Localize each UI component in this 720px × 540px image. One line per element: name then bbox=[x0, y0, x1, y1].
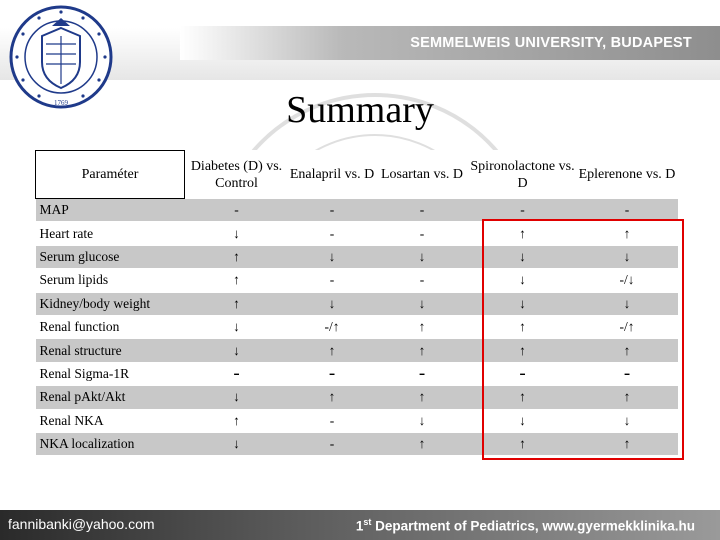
table-cell: ↑ bbox=[376, 432, 469, 455]
table-cell: ↑ bbox=[185, 409, 289, 432]
table-cell: ↓ bbox=[469, 409, 577, 432]
table-cell: - bbox=[289, 362, 376, 385]
column-header: Enalapril vs. D bbox=[289, 151, 376, 199]
table-cell: - bbox=[185, 199, 289, 222]
table-cell: ↑ bbox=[469, 432, 577, 455]
table-row bbox=[36, 199, 678, 222]
table-row bbox=[36, 339, 678, 362]
table-cell: ↓ bbox=[469, 269, 577, 292]
table-cell: ↑ bbox=[469, 339, 577, 362]
table-row bbox=[36, 386, 678, 409]
table-cell: - bbox=[185, 362, 289, 385]
table-cell: - bbox=[469, 362, 577, 385]
table-cell: ↑ bbox=[577, 432, 678, 455]
table-cell: - bbox=[289, 432, 376, 455]
column-header: Eplerenone vs. D bbox=[577, 151, 678, 199]
column-header: Losartan vs. D bbox=[376, 151, 469, 199]
table-cell: ↑ bbox=[469, 222, 577, 245]
table-cell: ↓ bbox=[185, 222, 289, 245]
table-cell: ↑ bbox=[376, 315, 469, 338]
table-cell: - bbox=[289, 199, 376, 222]
table-cell: ↓ bbox=[376, 292, 469, 315]
table-cell: ↓ bbox=[376, 409, 469, 432]
table-row bbox=[36, 222, 678, 245]
table-row bbox=[36, 432, 678, 455]
table-row bbox=[36, 269, 678, 292]
table-cell: - bbox=[376, 199, 469, 222]
dept-suffix: st bbox=[363, 517, 372, 527]
table-cell: ↓ bbox=[289, 292, 376, 315]
row-label: Renal function bbox=[36, 315, 185, 338]
table-cell: ↓ bbox=[185, 432, 289, 455]
table-cell: ↓ bbox=[469, 245, 577, 268]
row-label: Renal NKA bbox=[36, 409, 185, 432]
table-cell: ↑ bbox=[577, 339, 678, 362]
row-label: MAP bbox=[36, 199, 185, 222]
row-label: Serum glucose bbox=[36, 245, 185, 268]
table-cell: - bbox=[376, 222, 469, 245]
table-cell: ↑ bbox=[185, 245, 289, 268]
table-cell: - bbox=[376, 362, 469, 385]
summary-table bbox=[35, 150, 678, 456]
table-row bbox=[36, 409, 678, 432]
table-row bbox=[36, 292, 678, 315]
row-label: Serum lipids bbox=[36, 269, 185, 292]
table-header-row bbox=[36, 151, 678, 199]
table-row bbox=[36, 362, 678, 385]
table-cell: ↑ bbox=[577, 222, 678, 245]
table-cell: ↑ bbox=[469, 315, 577, 338]
table-cell: - bbox=[289, 269, 376, 292]
table-cell: -/↑ bbox=[577, 315, 678, 338]
table-row bbox=[36, 245, 678, 268]
table-cell: ↑ bbox=[289, 339, 376, 362]
dept-text: Department of Pediatrics, www.gyermekklinika.hu bbox=[371, 518, 695, 534]
row-label: Renal Sigma-1R bbox=[36, 362, 185, 385]
table-cell: - bbox=[289, 222, 376, 245]
table-row bbox=[36, 315, 678, 338]
table-cell: -/↓ bbox=[577, 269, 678, 292]
row-label: Renal pAkt/Akt bbox=[36, 386, 185, 409]
table-cell: - bbox=[289, 409, 376, 432]
table-cell: ↓ bbox=[469, 292, 577, 315]
table-cell: -/↑ bbox=[289, 315, 376, 338]
table-cell: ↓ bbox=[185, 386, 289, 409]
table-cell: ↓ bbox=[577, 292, 678, 315]
row-label: Heart rate bbox=[36, 222, 185, 245]
table-cell: - bbox=[577, 362, 678, 385]
table-cell: ↑ bbox=[577, 386, 678, 409]
footer-email: fannibanki@yahoo.com bbox=[8, 516, 155, 532]
footer-department bbox=[356, 517, 695, 534]
table-cell: ↑ bbox=[185, 269, 289, 292]
row-label: Renal structure bbox=[36, 339, 185, 362]
table-cell: ↓ bbox=[289, 245, 376, 268]
dept-number: 1 bbox=[355, 518, 364, 534]
university-name: SEMMELWEIS UNIVERSITY, BUDAPEST bbox=[410, 35, 692, 51]
table-cell: ↓ bbox=[185, 339, 289, 362]
column-header: Paraméter bbox=[36, 151, 185, 199]
table-cell: ↓ bbox=[577, 409, 678, 432]
table-cell: - bbox=[577, 199, 678, 222]
table-cell: ↑ bbox=[376, 386, 469, 409]
table-cell: ↓ bbox=[577, 245, 678, 268]
table-cell: ↑ bbox=[469, 386, 577, 409]
row-label: Kidney/body weight bbox=[36, 292, 185, 315]
table-cell: ↑ bbox=[376, 339, 469, 362]
table-cell: ↑ bbox=[185, 292, 289, 315]
column-header: Spironolactone vs. D bbox=[469, 151, 577, 199]
column-header: Diabetes (D) vs. Control bbox=[185, 151, 289, 199]
table-cell: ↑ bbox=[289, 386, 376, 409]
table-cell: - bbox=[376, 269, 469, 292]
table-cell: ↓ bbox=[185, 315, 289, 338]
table-cell: ↓ bbox=[376, 245, 469, 268]
table-cell: - bbox=[469, 199, 577, 222]
seal-year: 1769 bbox=[54, 99, 68, 107]
row-label: NKA localization bbox=[36, 432, 185, 455]
page-title: Summary bbox=[286, 89, 434, 131]
